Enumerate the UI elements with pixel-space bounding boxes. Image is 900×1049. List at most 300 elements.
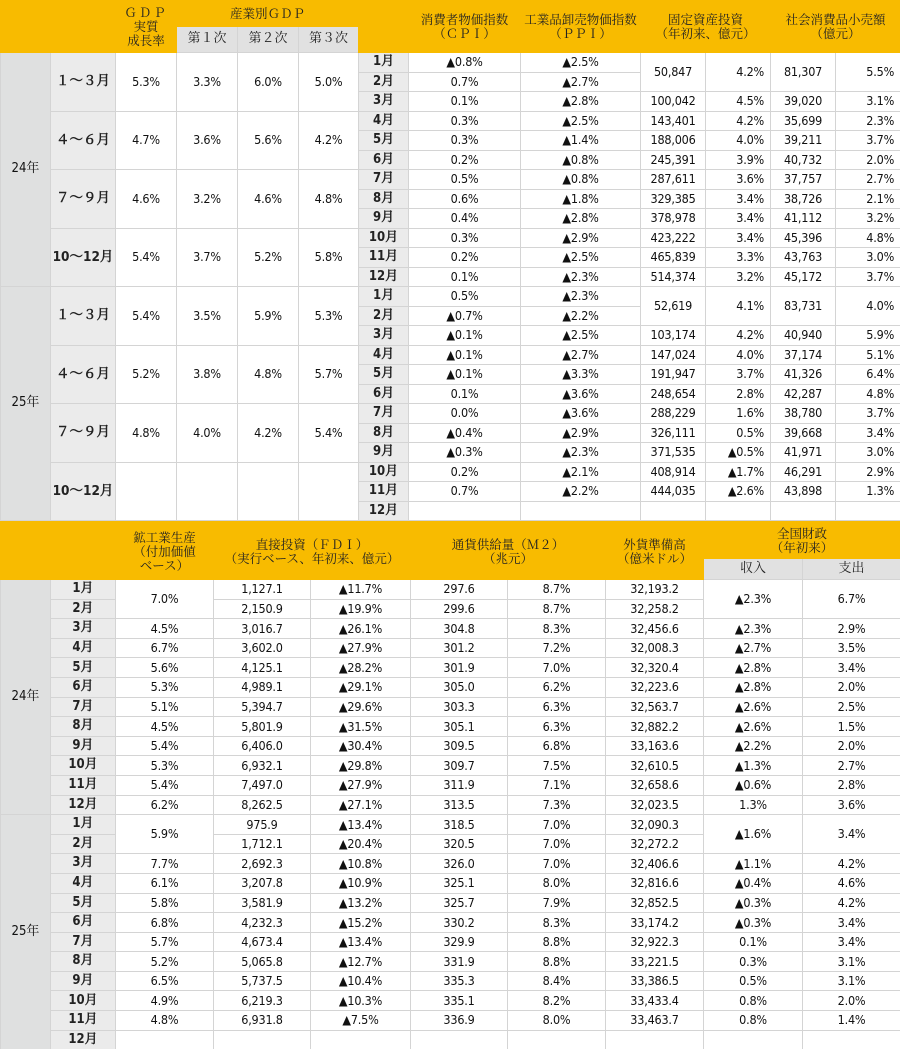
fx-reserves-value: 32,223.6 [606,677,704,697]
ppi-value: ▲2.5% [521,111,641,131]
fx-reserves-value: 32,852.5 [606,893,704,913]
fiscal-expenditure-value: 3.1% [803,971,900,991]
fdi-value: 2,150.9 [214,599,311,619]
tertiary-industry-value: 5.0% [299,53,359,112]
retail-sales-value: 40,940 [771,326,836,346]
month-label: 7月 [359,404,409,424]
cpi-value: 0.4% [409,209,521,229]
table-row [1,913,900,933]
primary-industry-value: 4.0% [177,404,238,463]
fdi-value: 4,125.1 [214,658,311,678]
ppi-value: ▲2.9% [521,228,641,248]
industrial-production-value: 4.5% [116,619,214,639]
table-row [1,462,900,482]
month-label: 5月 [51,658,116,678]
fx-reserves-value: 32,882.2 [606,717,704,737]
cpi-value: 0.1% [409,267,521,287]
fiscal-expenditure-value: 2.8% [803,775,900,795]
fdi-growth: ▲13.4% [311,932,411,952]
m2-growth: 8.3% [508,913,606,933]
month-label: 1月 [51,815,116,835]
fdi-growth: ▲27.9% [311,775,411,795]
fdi-growth: ▲10.3% [311,991,411,1011]
gdp-growth-value: 5.2% [116,345,177,404]
table-row [1,404,900,424]
table-row [1,893,900,913]
fiscal-revenue-value: ▲0.4% [704,873,803,893]
cpi-value [409,501,521,521]
fx-reserves-value: 32,922.3 [606,932,704,952]
m2-growth: 8.0% [508,873,606,893]
retail-sales-value: 45,396 [771,228,836,248]
industrial-production-value: 5.8% [116,893,214,913]
table-row [1,658,900,678]
m2-value: 309.5 [411,736,508,756]
fixed-asset-investment-growth: 3.9% [706,150,771,170]
retail-sales-growth: 3.1% [836,92,900,112]
industrial-production-value: 5.3% [116,677,214,697]
retail-sales-value: 38,780 [771,404,836,424]
retail-sales-value: 43,763 [771,248,836,268]
table-row [1,1011,900,1031]
table-row [1,991,900,1011]
table-row [1,287,900,307]
fiscal-expenditure-value: 4.2% [803,854,900,874]
industrial-production-value: 6.2% [116,795,214,815]
m2-value: 320.5 [411,834,508,854]
primary-industry-value: 3.8% [177,345,238,404]
fixed-asset-investment-growth: 4.0% [706,131,771,151]
m2-growth [508,1030,606,1049]
fdi-growth: ▲13.2% [311,893,411,913]
header-industry-gdp: 産業別ＧＤＰ [177,1,359,27]
month-label: 11月 [51,775,116,795]
industrial-production-value: 5.9% [116,815,214,854]
industrial-production-value [116,1030,214,1049]
industrial-production-value: 5.7% [116,932,214,952]
fiscal-expenditure-value: 4.6% [803,873,900,893]
retail-sales-growth: 2.9% [836,462,900,482]
primary-industry-value: 3.2% [177,170,238,229]
m2-growth: 8.0% [508,1011,606,1031]
primary-industry-value [177,462,238,521]
quarter-label: ４～６月 [51,111,116,170]
m2-value: 309.7 [411,756,508,776]
primary-industry-value: 3.7% [177,228,238,287]
m2-growth: 7.5% [508,756,606,776]
fx-reserves-value: 33,221.5 [606,952,704,972]
fdi-value: 7,497.0 [214,775,311,795]
quarter-label: １～３月 [51,287,116,346]
month-label: 9月 [359,443,409,463]
month-label: 10月 [51,756,116,776]
fixed-asset-investment-value: 245,391 [641,150,706,170]
m2-growth: 7.1% [508,775,606,795]
retail-sales-growth: 4.8% [836,384,900,404]
m2-value: 330.2 [411,913,508,933]
month-label: 6月 [51,677,116,697]
fdi-growth: ▲10.9% [311,873,411,893]
fixed-asset-investment-value: 326,111 [641,423,706,443]
header-cpi: 消費者物価指数 （ＣＰＩ） [409,1,521,53]
fx-reserves-value: 32,193.2 [606,580,704,600]
fdi-value: 2,692.3 [214,854,311,874]
cpi-value: 0.3% [409,131,521,151]
fixed-asset-investment-value: 288,229 [641,404,706,424]
month-label: 12月 [359,501,409,521]
month-label: 8月 [359,423,409,443]
retail-sales-growth: 3.0% [836,248,900,268]
fdi-value: 6,219.3 [214,991,311,1011]
fixed-asset-investment-value: 444,035 [641,482,706,502]
header-fiscal-expenditure: 支出 [803,559,900,580]
fiscal-expenditure-value: 3.5% [803,638,900,658]
fiscal-expenditure-value: 3.4% [803,658,900,678]
month-label: 5月 [51,893,116,913]
retail-sales-value: 43,898 [771,482,836,502]
table-row [1,932,900,952]
m2-value: 331.9 [411,952,508,972]
cpi-value: 0.3% [409,228,521,248]
primary-industry-value: 3.5% [177,287,238,346]
retail-sales-value: 45,172 [771,267,836,287]
fixed-asset-investment-growth: 4.2% [706,111,771,131]
secondary-industry-value: 4.6% [238,170,299,229]
m2-growth: 6.3% [508,717,606,737]
table-row [1,638,900,658]
fdi-growth [311,1030,411,1049]
fiscal-expenditure-value: 3.6% [803,795,900,815]
m2-growth: 7.0% [508,834,606,854]
retail-sales-value: 40,732 [771,150,836,170]
ppi-value: ▲2.9% [521,423,641,443]
header-industrial-production: 鉱工業生産 （付加価値 ベース） [116,523,214,580]
m2-growth: 8.7% [508,599,606,619]
industrial-production-value: 7.7% [116,854,214,874]
gdp-growth-value: 4.6% [116,170,177,229]
tertiary-industry-value [299,462,359,521]
fdi-value: 975.9 [214,815,311,835]
month-label: 11月 [359,248,409,268]
fiscal-revenue-value: ▲2.7% [704,638,803,658]
fiscal-revenue-value: 0.5% [704,971,803,991]
fdi-growth: ▲10.8% [311,854,411,874]
fixed-asset-investment-value [641,501,706,521]
fdi-growth: ▲19.9% [311,599,411,619]
secondary-industry-value [238,462,299,521]
m2-growth: 7.3% [508,795,606,815]
retail-sales-value: 42,287 [771,384,836,404]
fiscal-revenue-value: ▲2.3% [704,619,803,639]
fixed-asset-investment-value: 188,006 [641,131,706,151]
month-label: 3月 [359,92,409,112]
fx-reserves-value: 32,320.4 [606,658,704,678]
fdi-value: 1,712.1 [214,834,311,854]
month-label: 8月 [51,952,116,972]
fixed-asset-investment-growth: 3.3% [706,248,771,268]
table-row [1,854,900,874]
fixed-asset-investment-growth: 2.8% [706,384,771,404]
table-row [1,677,900,697]
fixed-asset-investment-value: 465,839 [641,248,706,268]
year-label: 25年 [1,287,51,521]
month-label: 8月 [359,189,409,209]
fdi-value: 3,016.7 [214,619,311,639]
table-row [1,775,900,795]
secondary-industry-value: 5.6% [238,111,299,170]
header-fx-reserves: 外貨準備高 （億米ドル） [606,523,704,580]
fixed-asset-investment-value: 191,947 [641,365,706,385]
fdi-growth: ▲20.4% [311,834,411,854]
retail-sales-value: 81,307 [771,53,836,92]
cpi-value: 0.7% [409,482,521,502]
month-label: 12月 [359,267,409,287]
ppi-value: ▲2.3% [521,443,641,463]
cpi-value: 0.2% [409,248,521,268]
fixed-asset-investment-growth: 4.5% [706,92,771,112]
fixed-asset-investment-growth: 4.1% [706,287,771,326]
fixed-asset-investment-value: 378,978 [641,209,706,229]
header-month-blank [359,1,409,53]
ppi-value: ▲2.5% [521,326,641,346]
ppi-value: ▲2.8% [521,209,641,229]
fiscal-revenue-value: 0.8% [704,991,803,1011]
header-national-fiscal: 全国財政 （年初来） [704,523,900,559]
header-gdp-growth: ＧＤＰ 実質 成長率 [116,1,177,53]
cpi-value: ▲0.1% [409,345,521,365]
month-label: 7月 [359,170,409,190]
fdi-value: 4,232.3 [214,913,311,933]
fdi-value: 5,065.8 [214,952,311,972]
fiscal-revenue-value: 0.8% [704,1011,803,1031]
retail-sales-value: 46,291 [771,462,836,482]
fx-reserves-value [606,1030,704,1049]
table-row [1,717,900,737]
fiscal-expenditure-value: 3.1% [803,952,900,972]
month-label: 6月 [51,913,116,933]
header-fiscal-revenue: 収入 [704,559,803,580]
fdi-growth: ▲30.4% [311,736,411,756]
month-label: 3月 [51,854,116,874]
m2-value: 313.5 [411,795,508,815]
gdp-growth-value: 5.3% [116,53,177,112]
industrial-production-value: 5.4% [116,736,214,756]
gdp-growth-value [116,462,177,521]
m2-value [411,1030,508,1049]
m2-growth: 7.0% [508,815,606,835]
fx-reserves-value: 32,272.2 [606,834,704,854]
fdi-value: 5,394.7 [214,697,311,717]
m2-growth: 7.2% [508,638,606,658]
fdi-growth: ▲12.7% [311,952,411,972]
retail-sales-growth: 2.7% [836,170,900,190]
ppi-value: ▲2.8% [521,92,641,112]
fx-reserves-value: 32,258.2 [606,599,704,619]
fiscal-revenue-value: 0.3% [704,952,803,972]
month-label: 10月 [359,462,409,482]
gdp-growth-value: 5.4% [116,287,177,346]
cpi-value: ▲0.4% [409,423,521,443]
retail-sales-growth: 2.1% [836,189,900,209]
retail-sales-growth: 2.3% [836,111,900,131]
retail-sales-growth: 1.3% [836,482,900,502]
year-label: 24年 [1,53,51,287]
cpi-value: 0.3% [409,111,521,131]
month-label: 10月 [359,228,409,248]
m2-value: 305.1 [411,717,508,737]
fx-reserves-value: 33,174.2 [606,913,704,933]
m2-value: 335.3 [411,971,508,991]
cpi-value: 0.6% [409,189,521,209]
fiscal-expenditure-value: 2.0% [803,736,900,756]
month-label: 2月 [51,599,116,619]
gdp-growth-value: 5.4% [116,228,177,287]
fiscal-expenditure-value: 2.9% [803,619,900,639]
header-blank [1,1,116,53]
table-row [1,345,900,365]
header-fixed-asset-investment: 固定資産投資 （年初来、億元） [641,1,771,53]
fiscal-revenue-value: ▲0.3% [704,893,803,913]
m2-growth: 8.8% [508,952,606,972]
month-label: 6月 [359,150,409,170]
retail-sales-growth: 3.4% [836,423,900,443]
fdi-value: 5,737.5 [214,971,311,991]
retail-sales-growth: 3.7% [836,404,900,424]
fixed-asset-investment-growth: ▲2.6% [706,482,771,502]
fiscal-revenue-value: ▲1.6% [704,815,803,854]
tertiary-industry-value: 4.2% [299,111,359,170]
cpi-value: 0.5% [409,287,521,307]
fdi-value: 1,127.1 [214,580,311,600]
m2-growth: 8.2% [508,991,606,1011]
m2-value: 301.2 [411,638,508,658]
ppi-value: ▲2.7% [521,72,641,92]
secondary-industry-value: 6.0% [238,53,299,112]
industrial-production-value: 5.6% [116,658,214,678]
fdi-growth: ▲26.1% [311,619,411,639]
fiscal-revenue-value: ▲2.8% [704,677,803,697]
month-label: 4月 [51,638,116,658]
header-retail-sales: 社会消費品小売額 （億元） [771,1,900,53]
cpi-value: ▲0.1% [409,326,521,346]
fx-reserves-value: 32,008.3 [606,638,704,658]
fdi-value: 5,801.9 [214,717,311,737]
fiscal-revenue-value: ▲2.3% [704,580,803,619]
fdi-growth: ▲7.5% [311,1011,411,1031]
m2-value: 325.7 [411,893,508,913]
m2-value: 336.9 [411,1011,508,1031]
cpi-value: ▲0.3% [409,443,521,463]
retail-sales-growth: 4.0% [836,287,900,326]
fixed-asset-investment-value: 408,914 [641,462,706,482]
fdi-growth: ▲27.1% [311,795,411,815]
month-label: 7月 [51,697,116,717]
fixed-asset-investment-growth: 3.4% [706,209,771,229]
gdp-growth-value: 4.8% [116,404,177,463]
retail-sales-value: 83,731 [771,287,836,326]
m2-value: 297.6 [411,580,508,600]
fixed-asset-investment-growth: 4.2% [706,53,771,92]
industrial-production-value: 4.9% [116,991,214,1011]
month-label: 3月 [51,619,116,639]
retail-sales-growth: 4.8% [836,228,900,248]
fixed-asset-investment-value: 371,535 [641,443,706,463]
retail-sales-value: 41,326 [771,365,836,385]
fiscal-expenditure-value: 3.4% [803,815,900,854]
m2-growth: 8.7% [508,580,606,600]
ppi-value: ▲2.3% [521,267,641,287]
table-row [1,795,900,815]
fixed-asset-investment-growth: 4.0% [706,345,771,365]
month-label: 9月 [359,209,409,229]
cpi-value: 0.2% [409,150,521,170]
m2-growth: 6.2% [508,677,606,697]
fdi-growth: ▲13.4% [311,815,411,835]
retail-sales-growth: 2.0% [836,150,900,170]
fx-reserves-value: 32,023.5 [606,795,704,815]
m2-value: 304.8 [411,619,508,639]
fiscal-revenue-value: ▲0.6% [704,775,803,795]
tertiary-industry-value: 5.3% [299,287,359,346]
m2-value: 318.5 [411,815,508,835]
month-label: 1月 [359,53,409,73]
cpi-value: 0.2% [409,462,521,482]
month-label: 5月 [359,131,409,151]
fixed-asset-investment-growth: 3.7% [706,365,771,385]
month-label: 12月 [51,1030,116,1049]
tertiary-industry-value: 5.7% [299,345,359,404]
fx-reserves-value: 33,463.7 [606,1011,704,1031]
ppi-value: ▲3.3% [521,365,641,385]
fiscal-expenditure-value: 3.4% [803,932,900,952]
header-primary-industry: 第１次 [177,27,238,53]
fdi-value: 6,931.8 [214,1011,311,1031]
month-label: 3月 [359,326,409,346]
industrial-production-value: 5.3% [116,756,214,776]
table-row [1,952,900,972]
quarter-label: ４～６月 [51,345,116,404]
fixed-asset-investment-value: 248,654 [641,384,706,404]
table-row [1,111,900,131]
fdi-growth: ▲28.2% [311,658,411,678]
cpi-value: ▲0.1% [409,365,521,385]
retail-sales-value [771,501,836,521]
retail-sales-growth [836,501,900,521]
primary-industry-value: 3.3% [177,53,238,112]
month-label: 4月 [359,345,409,365]
m2-value: 335.1 [411,991,508,1011]
retail-sales-growth: 3.0% [836,443,900,463]
industrial-production-value: 6.8% [116,913,214,933]
retail-sales-value: 39,668 [771,423,836,443]
m2-growth: 8.8% [508,932,606,952]
fdi-growth: ▲29.1% [311,677,411,697]
fixed-asset-investment-growth: 3.2% [706,267,771,287]
fixed-asset-investment-value: 287,611 [641,170,706,190]
month-label: 10月 [51,991,116,1011]
fiscal-revenue-value [704,1030,803,1049]
fdi-value: 4,989.1 [214,677,311,697]
fiscal-expenditure-value: 6.7% [803,580,900,619]
retail-sales-value: 39,020 [771,92,836,112]
industrial-production-value: 5.2% [116,952,214,972]
fdi-growth: ▲29.8% [311,756,411,776]
retail-sales-growth: 3.7% [836,267,900,287]
quarter-label: １～３月 [51,53,116,112]
fdi-value: 6,932.1 [214,756,311,776]
fiscal-revenue-value: 0.1% [704,932,803,952]
fiscal-expenditure-value: 1.4% [803,1011,900,1031]
